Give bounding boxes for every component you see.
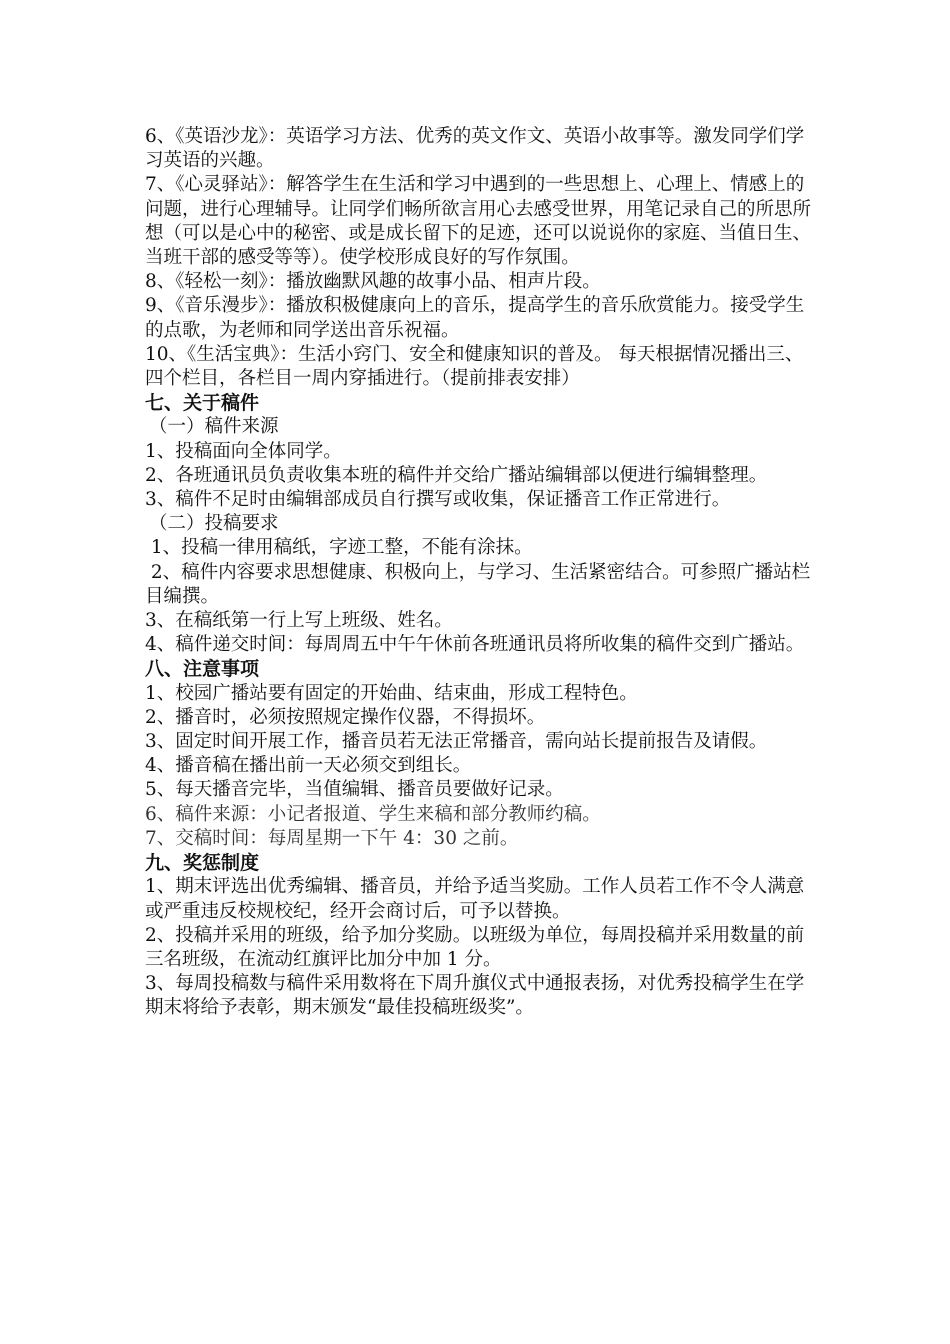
document-page: [145, 125, 815, 1021]
paragraph-item-9: 9、《音乐漫步》：播放积极健康向上的音乐，提高学生的音乐欣赏能力。接受学生的点歌，为老师和同学送出音乐祝福。: [145, 295, 805, 341]
section-heading-manuscripts: 七、关于稿件: [145, 392, 260, 415]
notes-item-4: 4、播音稿在播出前一天必须交到组长。: [145, 755, 472, 777]
notes-item-7: 7、交稿时间：每周星期一下午 4：30 之前。: [145, 827, 519, 849]
rewards-item-1: 1、期末评选出优秀编辑、播音员，并给予适当奖励。工作人员若工作不令人满意或严重违反校规校纪，经开会商讨后，可予以替换。: [145, 876, 805, 922]
rewards-item-3: 3、每周投稿数与稿件采用数将在下周升旗仪式中通报表扬，对优秀投稿学生在学期末将给予表彰，期末颁发“最佳投稿班级奖”。: [145, 973, 805, 1019]
requirement-item-1: 1、投稿一律用稿纸，字迹工整，不能有涂抹。: [145, 537, 533, 559]
subheading-submission-requirements: （二）投稿要求: [149, 513, 279, 535]
paragraph-item-6: 6、《英语沙龙》：英语学习方法、优秀的英文作文、英语小故事等。激发同学们学习英语的兴趣。: [145, 126, 805, 172]
notes-item-1: 1、校园广播站要有固定的开始曲、结束曲，形成工程特色。: [145, 682, 638, 704]
notes-item-5: 5、每天播音完毕，当值编辑、播音员要做好记录。: [145, 779, 564, 801]
paragraph-item-7: 7、《心灵驿站》：解答学生在生活和学习中遇到的一些思想上、心理上、情感上的问题，进行心理辅导。让同学们畅所欲言用心去感受世界，用笔记录自己的所思所想（可以是心中的秘密、或是成长留下的足迹，还可以说说你的家庭、当值日生、当班干部的感受等等）。使学校形成良好的写作氛围。: [145, 174, 812, 269]
notes-item-3: 3、固定时间开展工作，播音员若无法正常播音，需向站长提前报告及请假。: [145, 731, 768, 753]
notes-item-2: 2、播音时，必须按照规定操作仪器，不得损坏。: [145, 706, 546, 728]
paragraph-item-10: 10、《生活宝典》：生活小窍门、安全和健康知识的普及。 每天根据情况播出三、四个栏目，各栏目一周内穿插进行。（提前排表安排）: [145, 343, 804, 390]
paragraph-item-8: 8、《轻松一刻》：播放幽默风趣的故事小品、相声片段。: [145, 271, 601, 293]
section-heading-notes: 八、注意事项: [145, 658, 260, 681]
requirement-item-4: 4、稿件递交时间：每周周五中午午休前各班通讯员将所收集的稿件交到广播站。: [145, 634, 805, 656]
requirement-item-2: 2、稿件内容要求思想健康、积极向上，与学习、生活紧密结合。可参照广播站栏目编撰。: [145, 561, 811, 607]
source-item-2: 2、各班通讯员负责收集本班的稿件并交给广播站编辑部以便进行编辑整理。: [145, 464, 768, 486]
source-item-3: 3、稿件不足时由编辑部成员自行撰写或收集，保证播音工作正常进行。: [145, 489, 731, 511]
subheading-manuscript-source: （一）稿件来源: [149, 416, 279, 438]
requirement-item-3: 3、在稿纸第一行上写上班级、姓名。: [145, 610, 453, 632]
notes-item-6: 6、稿件来源：小记者报道、学生来稿和部分教师约稿。: [145, 803, 601, 825]
rewards-item-2: 2、投稿并采用的班级，给予加分奖励。以班级为单位，每周投稿并采用数量的前三名班级，在流动红旗评比加分中加 1 分。: [145, 924, 805, 970]
source-item-1: 1、投稿面向全体同学。: [145, 440, 342, 462]
section-heading-rewards: 九、奖惩制度: [145, 852, 260, 875]
